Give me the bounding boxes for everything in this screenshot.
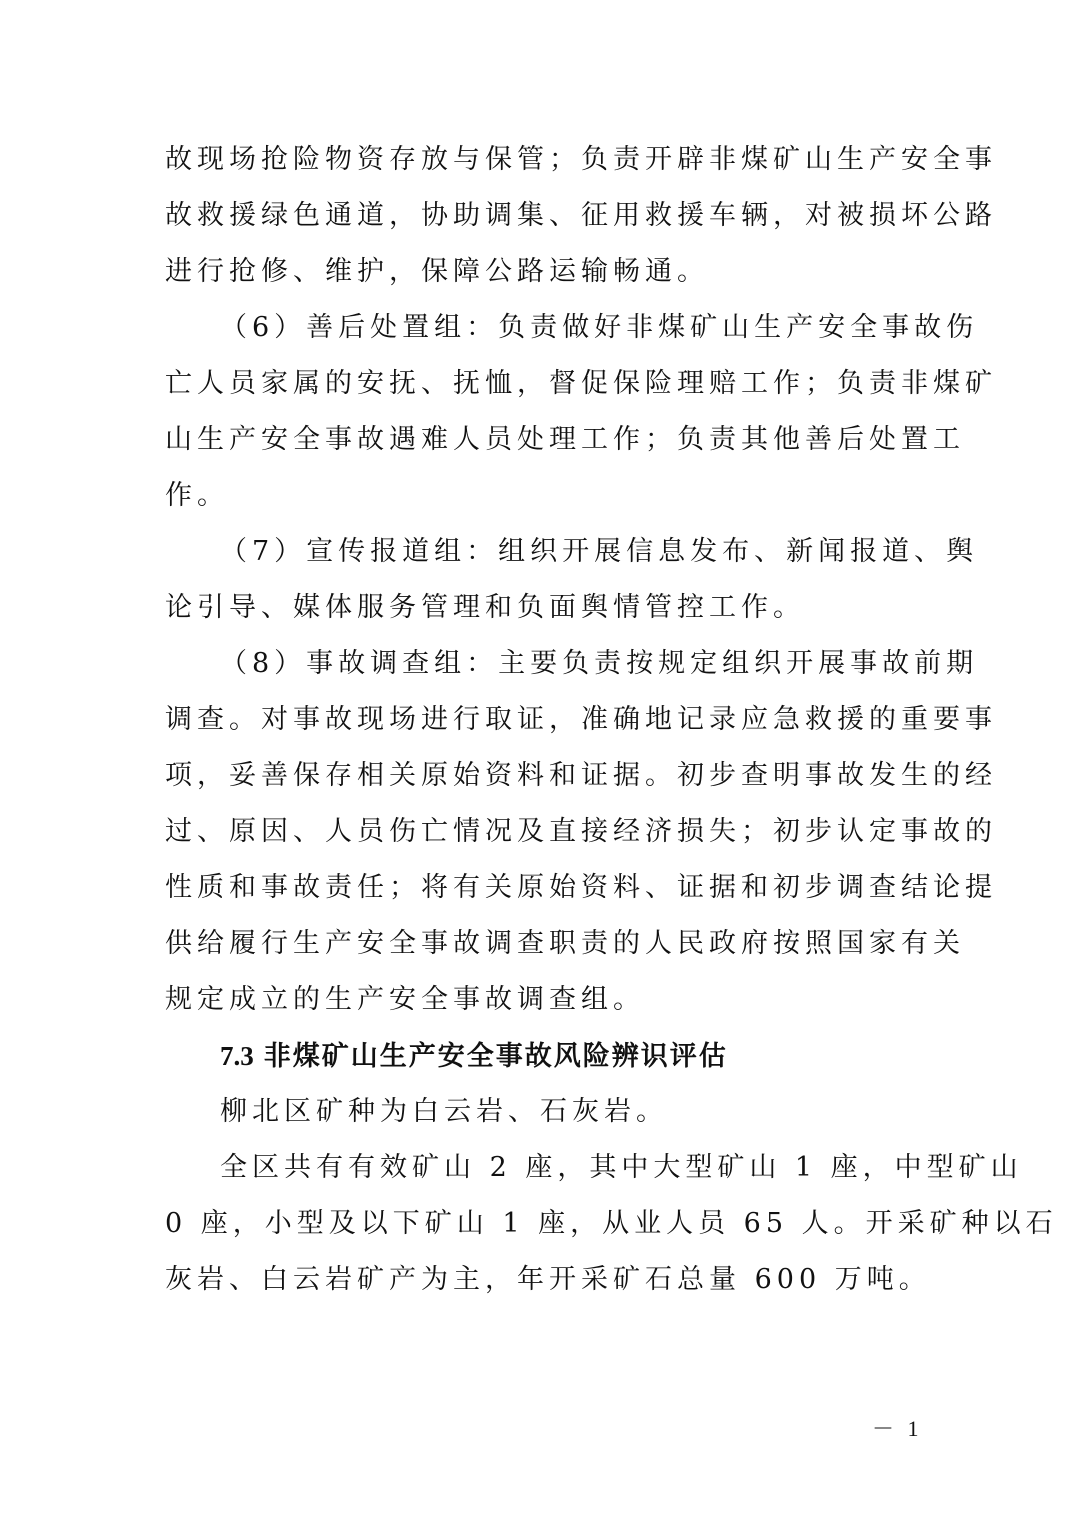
- paragraph-line: 柳北区矿种为白云岩、石灰岩。: [220, 1096, 668, 1127]
- paragraph-line: （6）善后处置组：负责做好非煤矿山生产安全事故伤: [220, 312, 979, 343]
- paragraph-line: 性质和事故责任；将有关原始资料、证据和初步调查结论提: [165, 872, 997, 903]
- paragraph-line: 进行抢修、维护，保障公路运输畅通。: [165, 256, 709, 287]
- paragraph-line: 0 座，小型及以下矿山 1 座，从业人员 65 人。开采矿种以石: [165, 1208, 1058, 1239]
- paragraph-line: （8）事故调查组：主要负责按规定组织开展事故前期: [220, 648, 979, 679]
- paragraph-line: 供给履行生产安全事故调查职责的人民政府按照国家有关: [165, 928, 965, 959]
- paragraph-line: （7）宣传报道组：组织开展信息发布、新闻报道、舆: [220, 536, 979, 567]
- paragraph-line: 项，妥善保存相关原始资料和证据。初步查明事故发生的经: [165, 760, 997, 791]
- section-heading: [220, 1036, 728, 1077]
- paragraph-line: 全区共有有效矿山 2 座，其中大型矿山 1 座，中型矿山: [220, 1152, 1023, 1183]
- paragraph-line: 调查。对事故现场进行取证，准确地记录应急救援的重要事: [165, 704, 997, 735]
- paragraph-line: 故现场抢险物资存放与保管；负责开辟非煤矿山生产安全事: [165, 144, 997, 175]
- paragraph-line: 论引导、媒体服务管理和负面舆情管控工作。: [165, 592, 805, 623]
- paragraph-line: 灰岩、白云岩矿产为主，年开采矿石总量 600 万吨。: [165, 1264, 931, 1295]
- section-number: 7.3: [220, 1041, 254, 1071]
- paragraph-line: 过、原因、人员伤亡情况及直接经济损失；初步认定事故的: [165, 816, 997, 847]
- section-title: 非煤矿山生产安全事故风险辨识评估: [263, 1041, 728, 1072]
- paragraph-line: 作。: [165, 480, 229, 511]
- paragraph-line: 山生产安全事故遇难人员处理工作；负责其他善后处置工: [165, 424, 965, 455]
- paragraph-line: 故救援绿色通道，协助调集、征用救援车辆，对被损坏公路: [165, 200, 997, 231]
- paragraph-line: 规定成立的生产安全事故调查组。: [165, 984, 645, 1015]
- paragraph-line: 亡人员家属的安抚、抚恤，督促保险理赔工作；负责非煤矿: [165, 368, 997, 399]
- page-number: － 1: [872, 1416, 923, 1441]
